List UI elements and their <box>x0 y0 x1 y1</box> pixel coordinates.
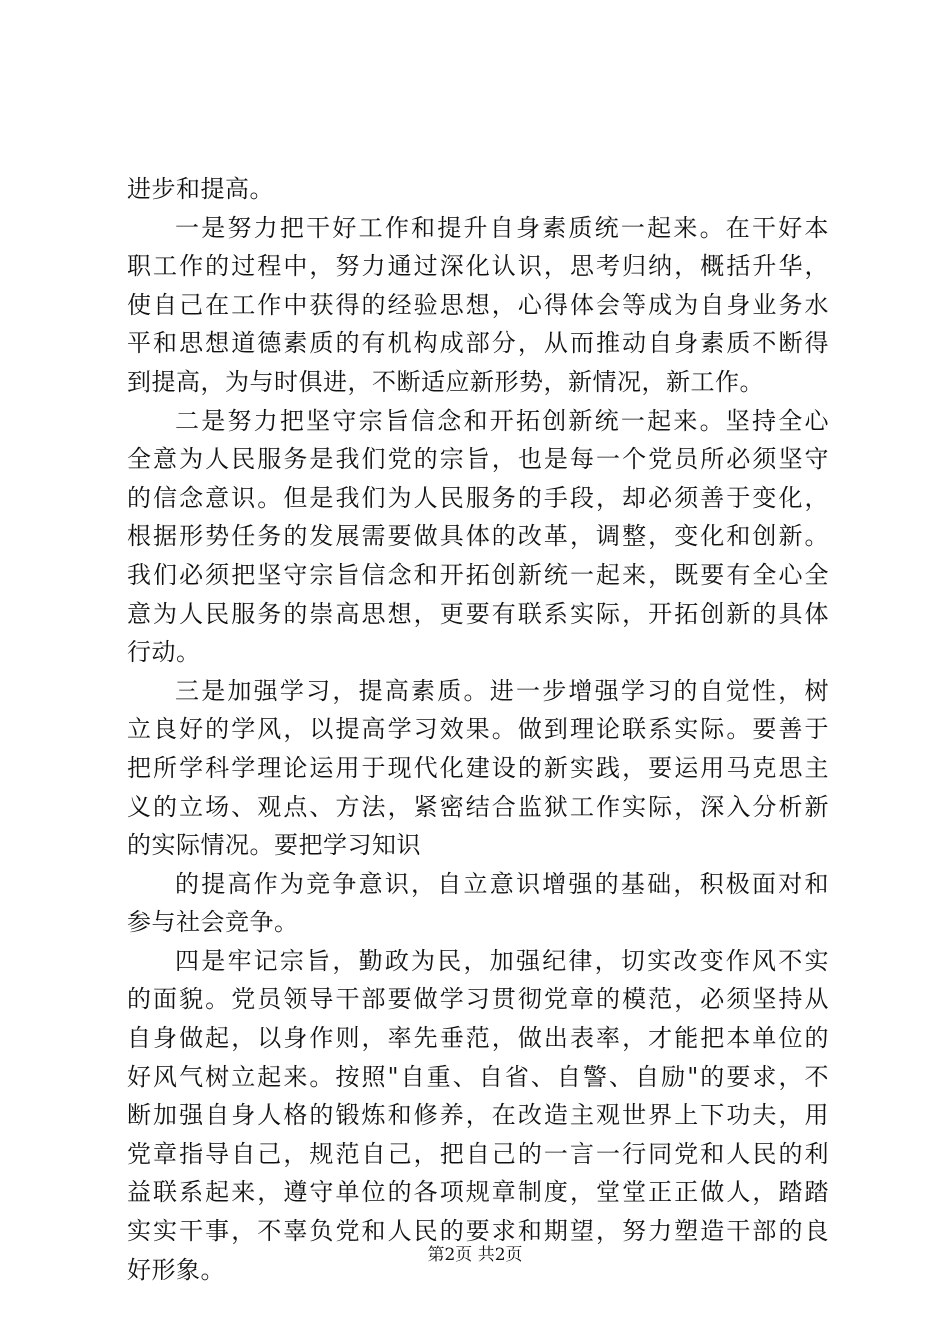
text-line: 参与社会竞争。 <box>127 908 299 937</box>
text-line: 好风气树立起来。按照"自重、自省、自警、自励"的要求，不 <box>127 1062 829 1091</box>
text-line: 二是努力把坚守宗旨信念和开拓创新统一起来。坚持全心 <box>175 406 829 435</box>
text-line: 的面貌。党员领导干部要做学习贯彻党章的模范，必须坚持从 <box>127 985 829 1014</box>
text-line: 行动。 <box>127 638 201 667</box>
text-line: 的实际情况。要把学习知识 <box>127 831 421 860</box>
text-line: 益联系起来，遵守单位的各项规章制度，堂堂正正做人，踏踏 <box>127 1178 829 1207</box>
text-line: 到提高，为与时俱进，不断适应新形势，新情况，新工作。 <box>127 367 764 396</box>
text-line: 好形象。 <box>127 1255 225 1284</box>
text-line: 把所学科学理论运用于现代化建设的新实践，要运用马克思主 <box>127 753 829 782</box>
text-line: 根据形势任务的发展需要做具体的改革，调整，变化和创新。 <box>127 522 829 551</box>
body-text <box>127 170 829 1289</box>
text-line: 四是牢记宗旨，勤政为民，加强纪律，切实改变作风不实 <box>175 946 829 975</box>
text-line: 我们必须把坚守宗旨信念和开拓创新统一起来，既要有全心全 <box>127 560 829 589</box>
text-line: 实实干事，不辜负党和人民的要求和期望，努力塑造干部的良 <box>127 1217 829 1246</box>
text-line: 三是加强学习，提高素质。进一步增强学习的自觉性，树 <box>175 676 829 705</box>
text-line: 意为人民服务的崇高思想，更要有联系实际，开拓创新的具体 <box>127 599 829 628</box>
text-line: 职工作的过程中，努力通过深化认识，思考归纳，概括升华， <box>127 252 829 281</box>
text-line: 全意为人民服务是我们党的宗旨，也是每一个党员所必须坚守 <box>127 445 829 474</box>
text-line: 党章指导自己，规范自己，把自己的一言一行同党和人民的利 <box>127 1139 829 1168</box>
text-line: 的提高作为竞争意识，自立意识增强的基础，积极面对和 <box>175 869 829 898</box>
text-line: 断加强自身人格的锻炼和修养，在改造主观世界上下功夫，用 <box>127 1101 829 1130</box>
text-line: 平和思想道德素质的有机构成部分，从而推动自身素质不断得 <box>127 329 829 358</box>
text-line: 自身做起，以身作则，率先垂范，做出表率，才能把本单位的 <box>127 1024 829 1053</box>
page-number-label: 第2页 共2页 <box>427 1245 523 1265</box>
text-line: 义的立场、观点、方法，紧密结合监狱工作实际，深入分析新 <box>127 792 829 821</box>
text-line: 的信念意识。但是我们为人民服务的手段，却必须善于变化， <box>127 483 829 512</box>
text-line: 立良好的学风，以提高学习效果。做到理论联系实际。要善于 <box>127 715 829 744</box>
text-line: 一是努力把干好工作和提升自身素质统一起来。在干好本 <box>175 213 829 242</box>
text-line: 使自己在工作中获得的经验思想，心得体会等成为自身业务水 <box>127 290 829 319</box>
text-line: 进步和提高。 <box>127 175 274 203</box>
page-footer <box>0 1244 950 1266</box>
